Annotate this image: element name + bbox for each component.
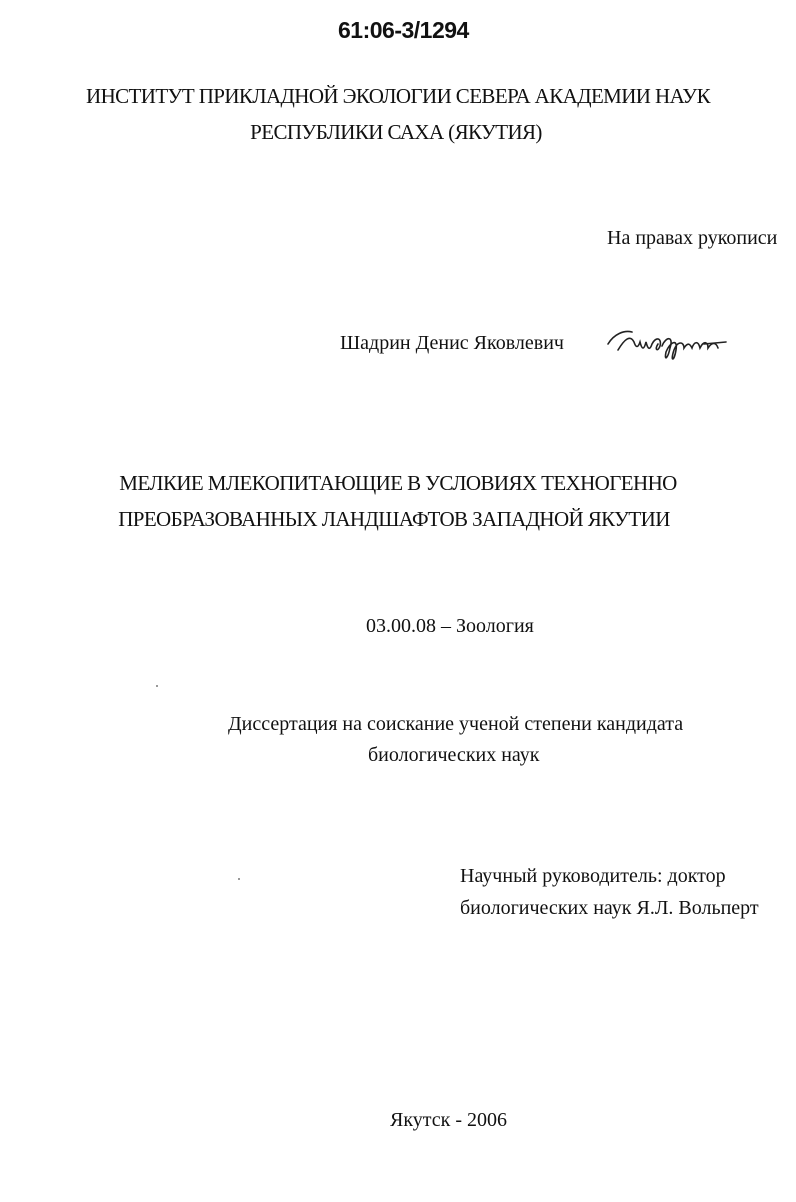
dissertation-title-line-1: МЕЛКИЕ МЛЕКОПИТАЮЩИЕ В УСЛОВИЯХ ТЕХНОГЕННО (119, 471, 677, 495)
specialty-code: 03.00.08 – Зоология (366, 615, 534, 637)
degree-line-1: Диссертация на соискание ученой степени кандидата (228, 713, 684, 735)
supervisor-line-1: Научный руководитель: доктор (460, 865, 726, 887)
author-name: Шадрин Денис Яковлевич (340, 332, 564, 354)
scan-speck (156, 685, 158, 687)
archive-number: 61:06-3/1294 (338, 17, 469, 43)
dissertation-title-line-2: ПРЕОБРАЗОВАННЫХ ЛАНДШАФТОВ ЗАПАДНОЙ ЯКУТИИ (118, 507, 670, 531)
degree-line-2: биологических наук (368, 744, 540, 766)
institute-line-1: ИНСТИТУТ ПРИКЛАДНОЙ ЭКОЛОГИИ СЕВЕРА АКАДЕМИИ НАУК (86, 84, 710, 108)
manuscript-note: На правах рукописи (607, 227, 778, 249)
place-year: Якутск - 2006 (390, 1109, 508, 1131)
institute-line-2: РЕСПУБЛИКИ САХА (ЯКУТИЯ) (250, 120, 542, 144)
supervisor-line-2: биологических наук Я.Л. Вольперт (460, 897, 759, 919)
scan-speck (238, 878, 240, 880)
author-signature (604, 322, 744, 366)
